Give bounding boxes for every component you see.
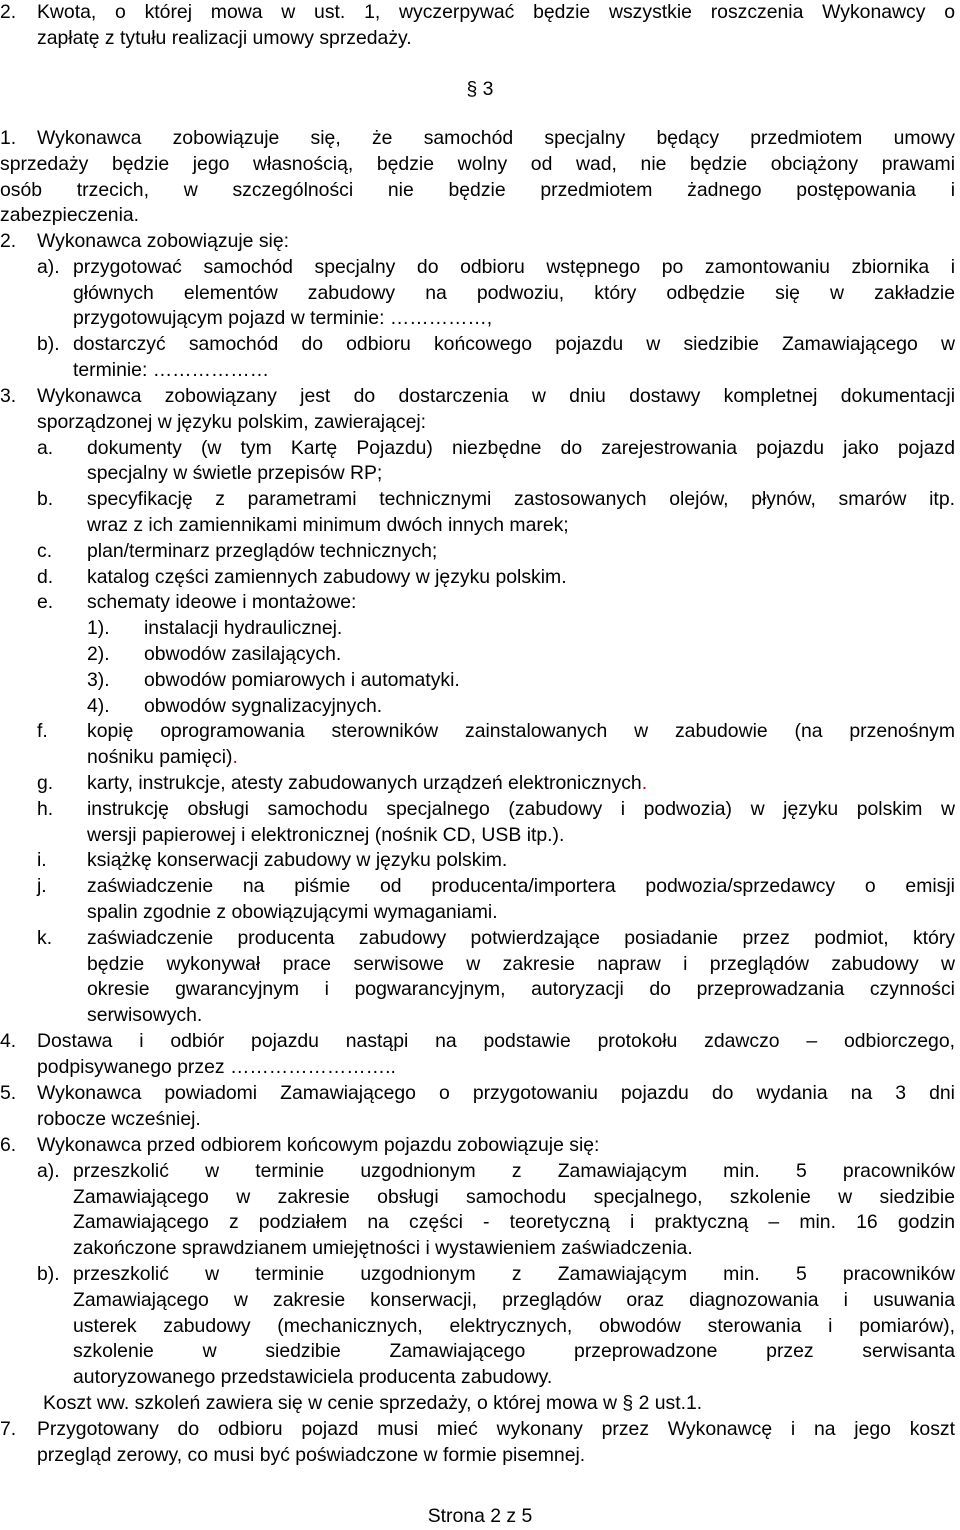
- text-line: zabezpieczenia.: [0, 204, 140, 227]
- text-line: przeszkolić w terminie uzgodnionym z Zamawiającym min. 5 pracowników: [73, 1159, 955, 1182]
- text-line: szkolenie w siedzibie Zamawiającego przeprowadzone przez serwisanta: [73, 1340, 955, 1363]
- text-line: serwisowych.: [87, 1004, 203, 1027]
- text-line: katalog części zamiennych zabudowy w języku polskim.: [87, 565, 567, 588]
- list-item: [0, 926, 955, 1029]
- text-line: Kwota, o której mowa w ust. 1, wyczerpywać będzie wszystkie roszczenia Wykonawcy o: [37, 1, 955, 23]
- sub-list-item: [0, 616, 955, 642]
- text-line: przegląd zerowy, co musi być poświadczone w formie pisemnej.: [37, 1443, 586, 1466]
- list-item: [0, 848, 955, 874]
- text-line: sprzedaży będzie jego własnością, będzie wolny od wad, nie będzie obciążony prawami: [0, 152, 955, 175]
- text-line: plan/terminarz przeglądów technicznych;: [87, 539, 438, 562]
- list-item: [0, 436, 955, 488]
- text-line: kopię oprogramowania sterowników zainstalowanych w zabudowie (na przenośnym: [87, 720, 955, 743]
- point-2: [0, 229, 955, 384]
- item-number: a.: [37, 436, 54, 459]
- list-item: [0, 487, 955, 539]
- text-line: Przygotowany do odbioru pojazd musi mieć wykonany przez Wykonawcę i na jego koszt: [37, 1418, 955, 1440]
- item-number: d.: [37, 565, 54, 588]
- section-heading: § 3: [466, 78, 494, 100]
- text-line: zapłatę z tytułu realizacji umowy sprzedaży.: [37, 26, 412, 49]
- list-item: [0, 797, 955, 849]
- text-line: wersji papierowej i elektronicznej (nośnik CD, USB itp.).: [87, 823, 565, 846]
- list-item: [0, 539, 955, 565]
- item-number: g.: [37, 771, 54, 794]
- point-5: [0, 1081, 955, 1133]
- text-line: karty, instrukcje, atesty zabudowanych urządzeń elektronicznych: [87, 771, 642, 794]
- text-line: książkę konserwacji zabudowy w języku polskim.: [87, 849, 508, 872]
- text-line: okresie gwarancyjnym i pogwarancyjnym, autoryzacji do przeprowadzania czynności: [87, 978, 955, 1001]
- text-line: schematy ideowe i montażowe:: [87, 591, 357, 614]
- list-item: [0, 719, 955, 771]
- text-line: terminie: ………………: [73, 358, 270, 381]
- point-6: [0, 1133, 955, 1417]
- list-item: [0, 590, 955, 616]
- text-line: wraz z ich zamiennikami minimum dwóch innych marek;: [87, 513, 569, 536]
- text-line: nośniku pamięci): [87, 746, 233, 769]
- point-7: [0, 1417, 955, 1469]
- text-line: zakończone sprawdzianem umiejętności i wystawieniem zaświadczenia.: [73, 1237, 693, 1260]
- text-line: instrukcję obsługi samochodu specjalnego (zabudowy i podwozia) w języku polskim w: [87, 797, 955, 820]
- item-number: b).: [37, 1262, 60, 1285]
- text-line: spalin zgodnie z obowiązującymi wymaganiami.: [87, 900, 498, 923]
- sub-list-item: [0, 694, 955, 720]
- cost-note: Koszt ww. szkoleń zawiera się w cenie sprzedaży, o której mowa w § 2 ust.1.: [43, 1391, 703, 1414]
- text-line: zaświadczenie producenta zabudowy potwierdzające posiadanie przez podmiot, który: [87, 926, 955, 949]
- list-item: [0, 1262, 955, 1391]
- text-line: głównych elementów zabudowy na podwoziu, który odbędzie się w zakładzie: [73, 281, 955, 304]
- point-3: [0, 384, 955, 1029]
- text-line: podpisywanego przez ……………………..: [37, 1055, 396, 1078]
- item-number: 2).: [87, 642, 110, 665]
- text-line: Wykonawca powiadomi Zamawiającego o przygotowaniu pojazdu do wydania na 3 dni: [37, 1082, 955, 1104]
- text-line: przeszkolić w terminie uzgodnionym z Zamawiającym min. 5 pracowników: [73, 1262, 955, 1285]
- text-line: obwodów zasilających.: [144, 642, 342, 665]
- text-line: sporządzonej w języku polskim, zawierającej:: [37, 410, 427, 433]
- list-item: [0, 874, 955, 926]
- text-line: przygotowującym pojazd w terminie: ……………,: [73, 307, 493, 330]
- text-line: usterek zabudowy (mechanicznych, elektrycznych, obwodów sterowania i pomiarów),: [73, 1314, 955, 1337]
- item-number: 2.: [0, 230, 17, 252]
- text-line: Wykonawca zobowiązuje się, że samochód specjalny będący przedmiotem umowy: [37, 127, 955, 149]
- text-line: specyfikację z parametrami technicznymi zastosowanych olejów, płynów, smarów itp.: [87, 488, 955, 511]
- text-line: specjalny w świetle przepisów RP;: [87, 462, 383, 485]
- item-number: 4).: [87, 694, 110, 717]
- item-number: 3).: [87, 668, 110, 691]
- item-number: j.: [37, 875, 47, 898]
- text-line: instalacji hydraulicznej.: [144, 617, 343, 640]
- text-line: osób trzecich, w szczególności nie będzie przedmiotem żadnego postępowania i: [0, 178, 955, 201]
- item-number: b).: [37, 333, 60, 356]
- list-item: [0, 332, 955, 384]
- item-number: 7.: [0, 1418, 17, 1440]
- item-number: 5.: [0, 1082, 17, 1104]
- text-line: obwodów sygnalizacyjnych.: [144, 694, 383, 717]
- sub-list-item: [0, 668, 955, 694]
- item-number: 2.: [0, 1, 17, 23]
- list-item: [0, 255, 955, 332]
- text-line: Zamawiającego w zakresie konserwacji, przeglądów oraz diagnozowania i usuwania: [73, 1288, 955, 1311]
- text-line: robocze wcześniej.: [37, 1107, 201, 1130]
- list-item: [0, 565, 955, 591]
- item-number: f.: [37, 720, 48, 743]
- text-line: Wykonawca przed odbiorem końcowym pojazdu zobowiązuje się:: [37, 1134, 600, 1156]
- sub-list-item: [0, 642, 955, 668]
- item-number: 1.: [0, 127, 17, 149]
- text-line: autoryzowanego przedstawiciela producenta zabudowy.: [73, 1366, 553, 1389]
- item-number: b.: [37, 488, 54, 511]
- red-period: .: [641, 771, 648, 794]
- item-number: a).: [37, 1159, 60, 1182]
- text-line: Zamawiającego z podziałem na części - teoretyczną i praktyczną – min. 16 godzin: [73, 1211, 955, 1234]
- item-number: h.: [37, 797, 54, 820]
- text-line: dostarczyć samochód do odbioru końcowego pojazdu w siedzibie Zamawiającego w: [73, 333, 955, 356]
- text-line: przygotować samochód specjalny do odbioru wstępnego po zamontowaniu zbiornika i: [73, 255, 955, 278]
- item-number: a).: [37, 255, 60, 278]
- list-item: [0, 1159, 955, 1262]
- point-4: [0, 1029, 955, 1081]
- text-line: Wykonawca zobowiązuje się:: [37, 230, 290, 252]
- text-line: Dostawa i odbiór pojazdu nastąpi na podstawie protokołu zdawczo – odbiorczego,: [37, 1030, 955, 1052]
- item-number: 1).: [87, 617, 110, 640]
- paragraph-2-previous: [0, 0, 955, 52]
- text-line: Wykonawca zobowiązany jest do dostarczenia w dniu dostawy kompletnej dokumentacji: [37, 385, 955, 407]
- text-line: obwodów pomiarowych i automatyki.: [144, 668, 460, 691]
- text-line: Zamawiającego w zakresie obsługi samochodu specjalnego, szkolenie w siedzibie: [73, 1185, 955, 1208]
- item-number: 3.: [0, 385, 17, 407]
- item-number: 6.: [0, 1134, 17, 1156]
- page-number: Strona 2 z 5: [427, 1505, 533, 1527]
- text-line: będzie wykonywał prace serwisowe w zakresie napraw i przeglądów zabudowy w: [87, 952, 955, 975]
- text-line: zaświadczenie na piśmie od producenta/importera podwozia/sprzedawcy o emisji: [87, 875, 955, 898]
- list-item: [0, 771, 955, 797]
- point-1: [0, 126, 955, 229]
- item-number: e.: [37, 591, 54, 614]
- red-period: .: [232, 746, 238, 769]
- item-number: k.: [37, 926, 53, 949]
- item-number: c.: [37, 539, 53, 562]
- text-line: dokumenty (w tym Kartę Pojazdu) niezbędne do zarejestrowania pojazdu jako pojazd: [87, 436, 955, 459]
- item-number: 4.: [0, 1030, 17, 1052]
- item-number: i.: [37, 849, 47, 872]
